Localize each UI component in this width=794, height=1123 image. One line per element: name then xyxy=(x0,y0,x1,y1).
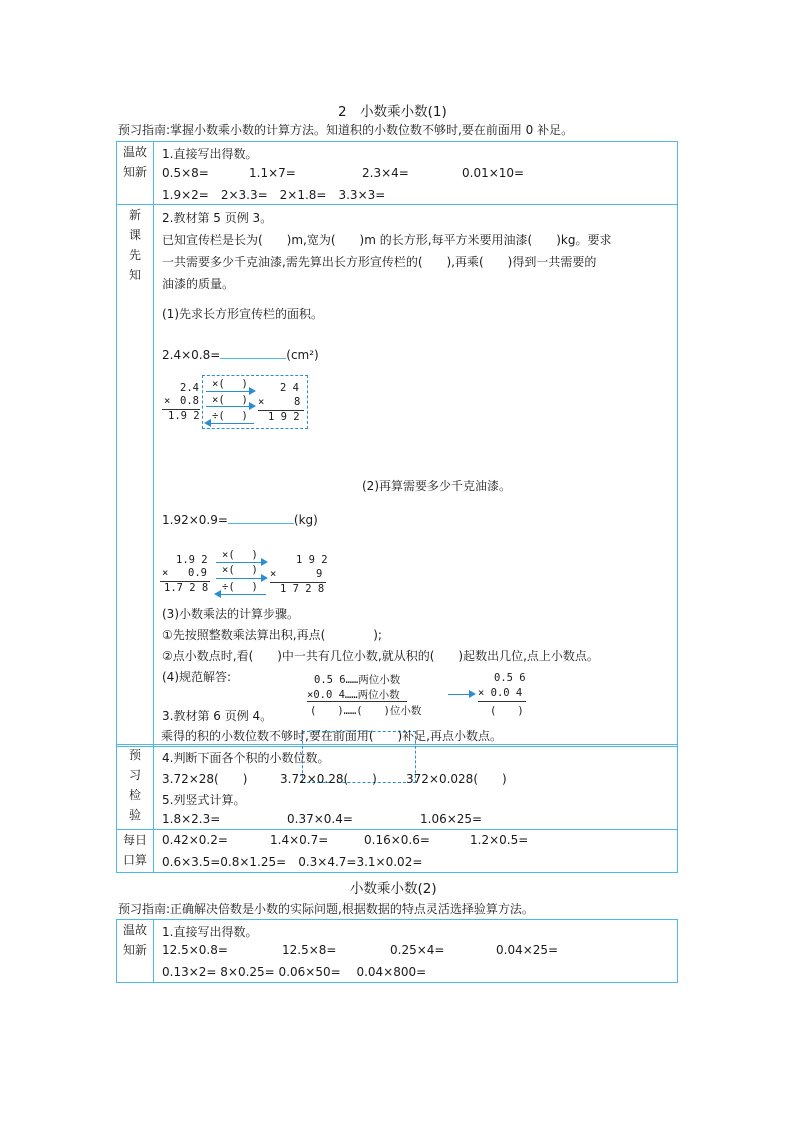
preview-guide: 预习指南:掌握小数乘小数的计算方法。知道积的小数位数不够时,要在前面用 0 补足。 xyxy=(118,123,574,137)
calc-b: × 0.0 4 xyxy=(478,687,523,699)
question-3: 3.教材第 6 页例 4。 xyxy=(162,709,273,723)
calc-d: 9 xyxy=(316,568,323,580)
page-title: 2 小数乘小数(1) xyxy=(338,104,447,120)
review-item[interactable]: 0.04×25= xyxy=(496,943,559,957)
review-item[interactable]: 0.01×10= xyxy=(462,166,525,180)
calc-line xyxy=(307,701,407,702)
review-content-2 xyxy=(154,920,678,983)
arrow-left-icon xyxy=(206,423,254,424)
calc-q: 1 9 2 xyxy=(268,411,300,423)
step-area: (3)小数乘法的计算步骤。 xyxy=(162,607,299,621)
step-line[interactable]: ②点小数点时,看( )中一共有几位小数,就从积的( )起数出几位,点上小数点。 xyxy=(162,649,599,663)
calc-b: 0.8 xyxy=(180,395,199,407)
new-lesson-content xyxy=(154,205,678,747)
calc-a: 1.9 2 xyxy=(176,554,208,566)
review-item[interactable]: 0.25×4= xyxy=(390,943,445,957)
judge-item[interactable]: 372×0.028( ) xyxy=(406,772,507,786)
question-2: 2.教材第 5 页例 3。 xyxy=(162,211,273,225)
calc-product: 1.7 2 8 xyxy=(164,582,209,594)
calc-c: 2 4 xyxy=(280,382,299,394)
answer-blank[interactable] xyxy=(220,346,286,359)
review-content xyxy=(154,142,678,205)
preview-guide-2: 预习指南:正确解决倍数是小数的实际问题,根据数据的特点灵活选择验算方法。 xyxy=(118,902,534,916)
new-lesson-label: 新 课 先 知 xyxy=(117,205,154,747)
daily-item[interactable]: 1.2×0.5= xyxy=(470,833,529,847)
blank-times[interactable]: ×( ) xyxy=(222,549,258,561)
judge-item[interactable]: 3.72×0.28( ) xyxy=(280,772,377,786)
times-sign: × xyxy=(258,396,265,408)
question-4: 4.判断下面各个积的小数位数。 xyxy=(162,751,330,765)
calc-product: 1.9 2 xyxy=(168,410,200,422)
review-heading: 1.直接写出得数。 xyxy=(162,925,258,939)
blank-times[interactable]: ×( ) xyxy=(212,394,248,406)
answer-blank[interactable] xyxy=(228,511,294,524)
step-area: (4)规范解答: xyxy=(162,670,232,684)
times-sign: × xyxy=(162,567,169,579)
ex4-conclusion[interactable]: 乘得的积的小数位数不够时,要在前面用( )补足,再点小数点。 xyxy=(161,729,502,743)
para-line[interactable]: 已知宣传栏是长为( )m,宽为( )m 的长方形,每平方米要用油漆( )kg。要求 xyxy=(162,233,612,247)
check-content xyxy=(154,745,678,830)
review-item[interactable]: 2.3×4= xyxy=(362,166,409,180)
daily-row-2[interactable]: 0.6×3.5=0.8×1.25= 0.3×4.7=3.1×0.02= xyxy=(162,855,423,869)
calc-b: 0.9 xyxy=(188,567,207,579)
calc-item[interactable]: 1.8×2.3= xyxy=(162,812,221,826)
judge-item[interactable]: 3.72×28( ) xyxy=(162,772,248,786)
times-sign: × xyxy=(270,568,277,580)
review-label: 温故 知新 xyxy=(117,142,154,205)
section-2-title: 小数乘小数(2) xyxy=(350,881,437,897)
calc-product[interactable]: ( ) xyxy=(490,705,524,717)
arrow-left-icon xyxy=(216,594,266,595)
worksheet-table-1b xyxy=(116,744,678,873)
review-label-2: 温故 知新 xyxy=(117,920,154,983)
review-item[interactable]: 0.5×8= xyxy=(162,166,209,180)
ex4-line: 0.5 6……两位小数 xyxy=(314,674,401,686)
daily-content xyxy=(154,830,678,873)
daily-item[interactable]: 1.4×0.7= xyxy=(270,833,329,847)
para-line[interactable]: 一共需要多少千克油漆,需先算出长方形宣传栏的( ),再乘( )得到一共需要的 xyxy=(162,255,597,269)
calc-q: 1 7 2 8 xyxy=(280,583,325,595)
times-sign: × xyxy=(164,395,171,407)
daily-item[interactable]: 0.42×0.2= xyxy=(162,833,228,847)
calc-c: 1 9 2 xyxy=(296,554,328,566)
question-5: 5.列竖式计算。 xyxy=(162,793,246,807)
blank-times[interactable]: ×( ) xyxy=(222,564,258,576)
review-item[interactable]: 12.5×0.8= xyxy=(162,943,228,957)
calc-a: 0.5 6 xyxy=(494,672,526,684)
arrow-right-icon xyxy=(206,406,254,407)
ex4-line: ×0.0 4……两位小数 xyxy=(307,689,400,701)
blank-divide[interactable]: ÷( ) xyxy=(222,581,258,593)
review-row-2[interactable]: 0.13×2= 8×0.25= 0.06×50= 0.04×800= xyxy=(162,965,427,979)
review-row-2[interactable]: 1.9×2= 2×3.3= 2×1.8= 3.3×3= xyxy=(162,188,386,202)
step-area: (1)先求长方形宣传栏的面积。 xyxy=(162,307,323,321)
eq-area: 2.4×0.8= (cm²) xyxy=(162,348,319,362)
worksheet-table-1 xyxy=(116,141,678,747)
step-area: (2)再算需要多少千克油漆。 xyxy=(362,479,511,493)
blank-times[interactable]: ×( ) xyxy=(212,378,248,390)
step-line[interactable]: ①先按照整数乘法算出积,再点( ); xyxy=(162,628,382,642)
daily-item[interactable]: 0.16×0.6= xyxy=(364,833,430,847)
calc-a: 2.4 xyxy=(180,382,199,394)
calc-item[interactable]: 0.37×0.4= xyxy=(287,812,353,826)
ex4-line[interactable]: ( )……( )位小数 xyxy=(310,705,422,717)
daily-label: 每日 口算 xyxy=(117,830,154,873)
arrow-right-icon xyxy=(448,694,474,695)
eq-area: 1.92×0.9= (kg) xyxy=(162,513,318,527)
review-heading: 1.直接写出得数。 xyxy=(162,147,258,161)
calc-line xyxy=(478,701,526,702)
worksheet-table-2 xyxy=(116,919,678,983)
para-line: 油漆的质量。 xyxy=(162,277,235,291)
calc-d: 8 xyxy=(294,396,301,408)
check-label: 预 习 检 验 xyxy=(117,745,154,830)
review-item[interactable]: 12.5×8= xyxy=(282,943,337,957)
blank-divide[interactable]: ÷( ) xyxy=(212,410,248,422)
review-item[interactable]: 1.1×7= xyxy=(249,166,296,180)
calc-item[interactable]: 1.06×25= xyxy=(420,812,483,826)
